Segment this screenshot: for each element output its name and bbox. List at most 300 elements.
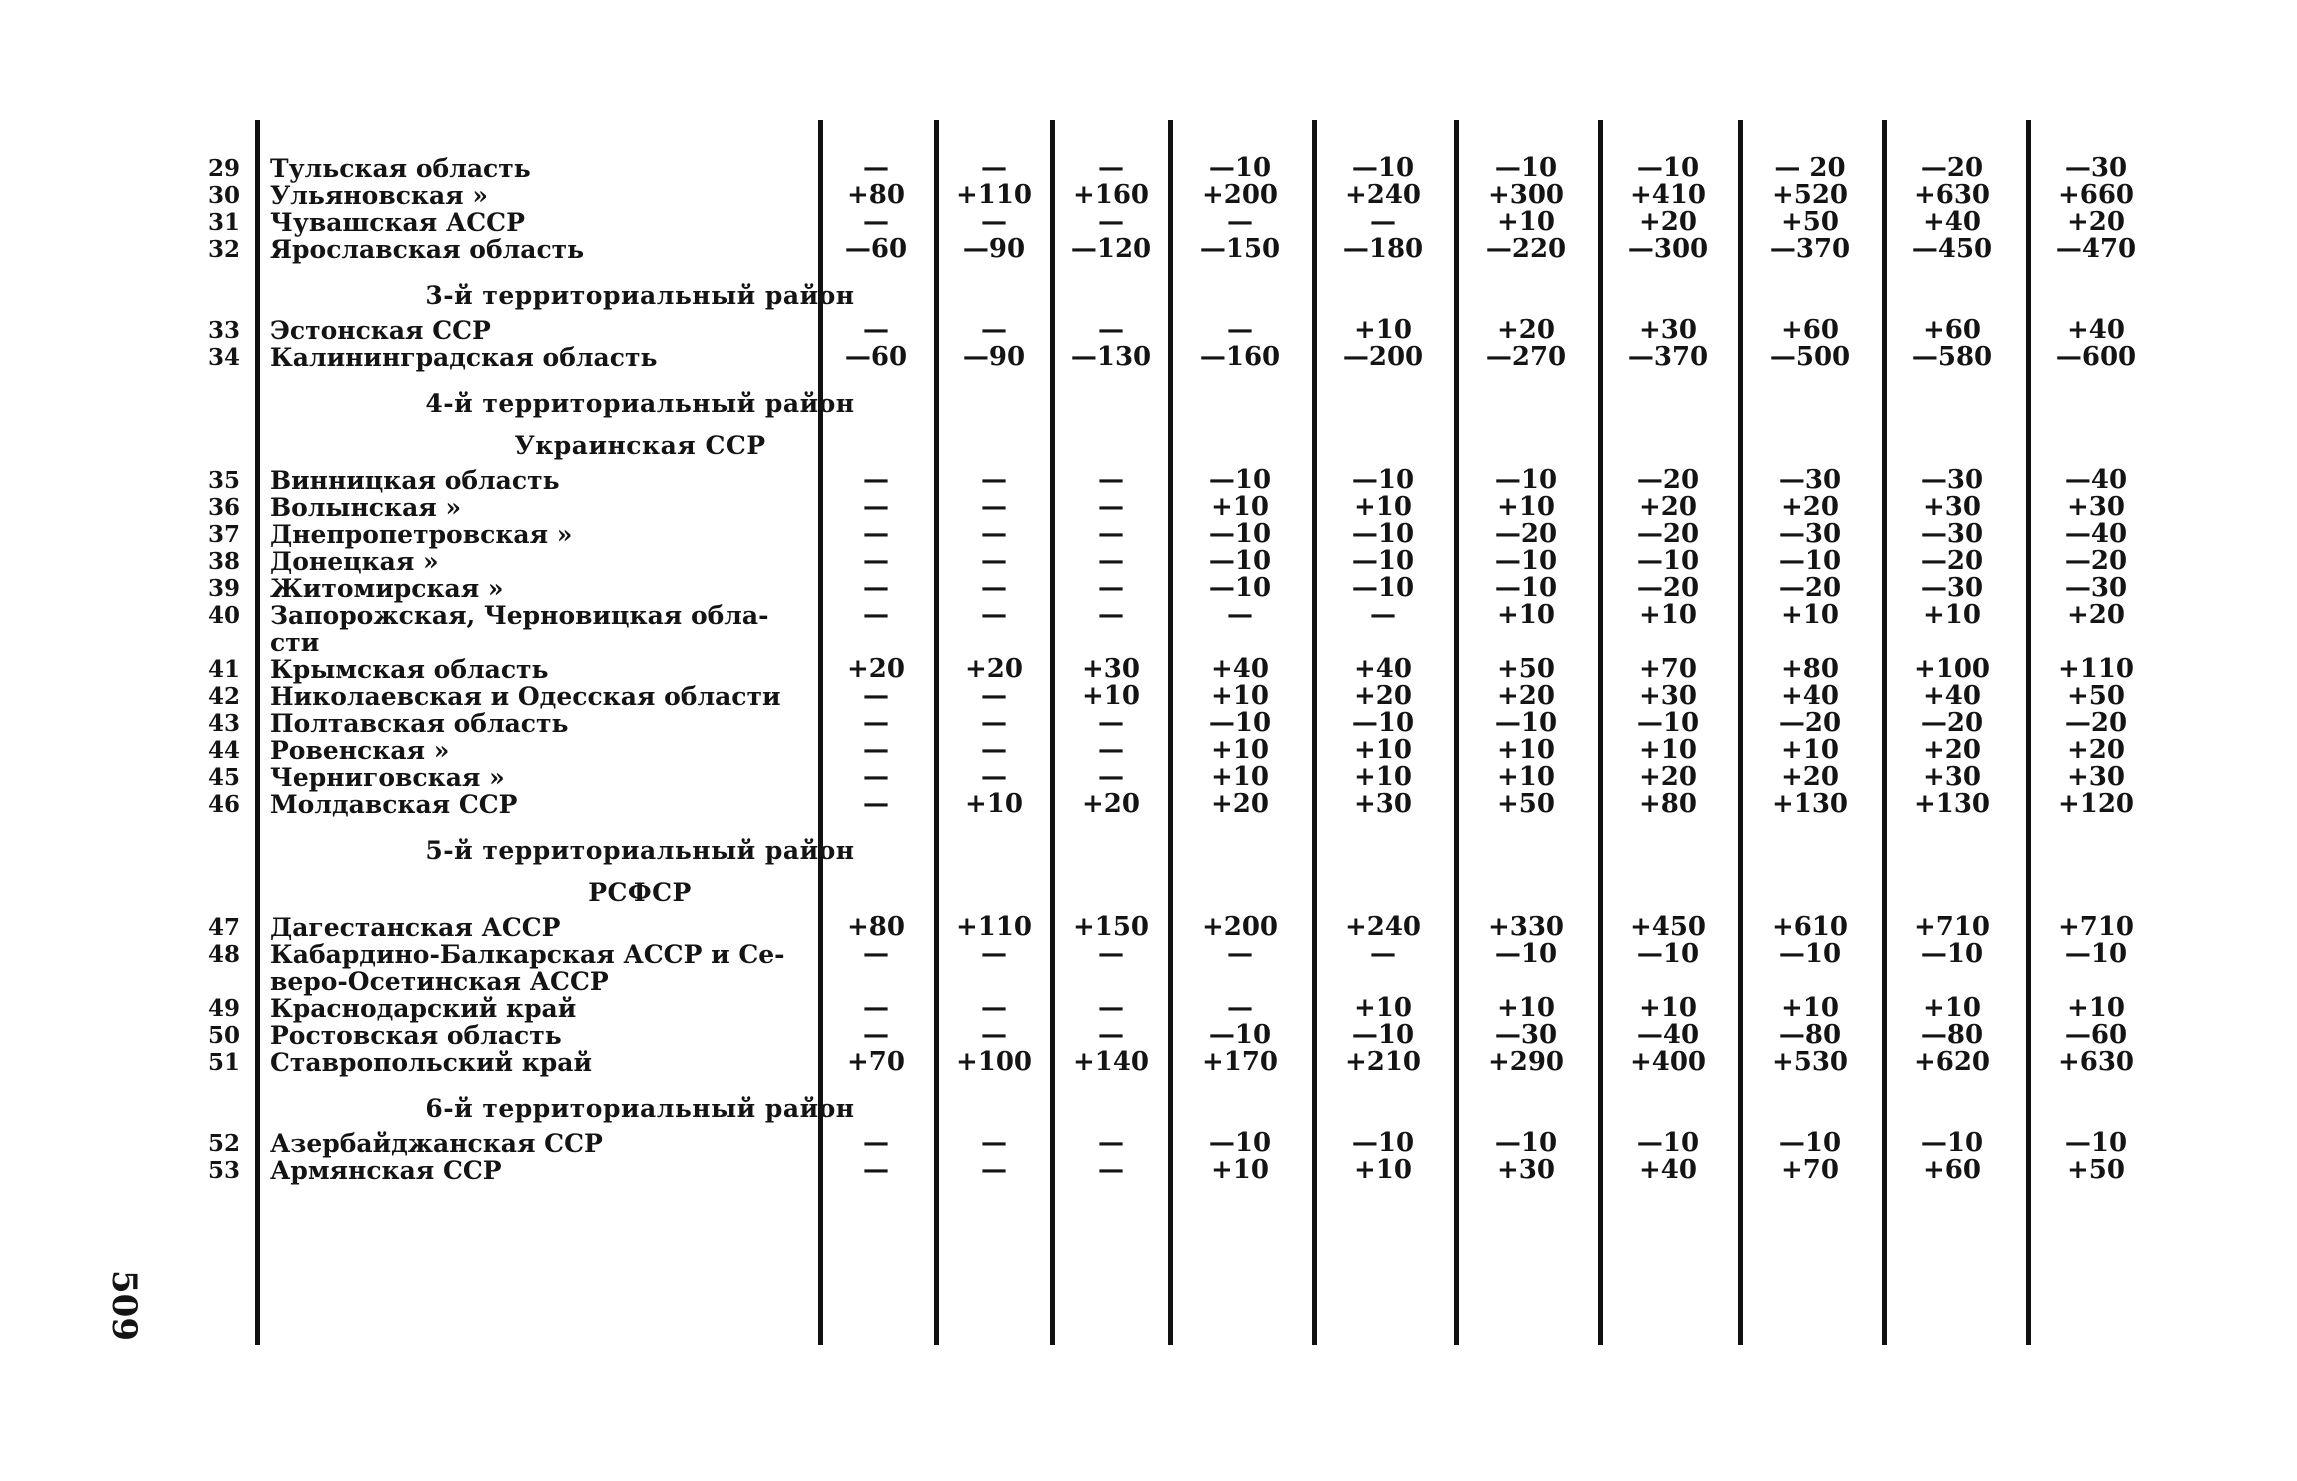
value-cell: +40 (1781, 681, 1839, 711)
value-cell: — (863, 789, 889, 819)
region-name: Армянская ССР (270, 1156, 502, 1185)
value-cell: — (1098, 1020, 1124, 1050)
value-cell: — (1227, 207, 1253, 237)
value-cell: +30 (1923, 762, 1981, 792)
value-cell: — (1227, 315, 1253, 345)
value-cell: — (1098, 600, 1124, 630)
value-cell: +60 (1923, 1155, 1981, 1185)
value-cell: +10 (1082, 681, 1140, 711)
region-name: Крымская область (270, 655, 549, 684)
value-cell: +20 (2067, 600, 2125, 630)
value-cell: +30 (1497, 1155, 1555, 1185)
region-name: Молдавская ССР (270, 790, 518, 819)
value-cell: —180 (1342, 234, 1424, 264)
value-cell: — (1098, 519, 1124, 549)
value-cell: — (1098, 735, 1124, 765)
value-cell: —300 (1627, 234, 1709, 264)
value-cell: +50 (2067, 1155, 2125, 1185)
table-row (200, 995, 2180, 1022)
section-gap (200, 1076, 2180, 1088)
value-cell: +610 (1771, 912, 1849, 942)
row-number: 48 (207, 941, 240, 968)
table-row (200, 941, 2180, 968)
value-cell: +70 (1639, 654, 1697, 684)
row-number: 49 (207, 995, 240, 1022)
value-cell: —370 (1627, 342, 1709, 372)
value-cell: +10 (1211, 492, 1269, 522)
value-cell: — (1227, 600, 1253, 630)
row-number: 40 (207, 602, 240, 629)
value-cell: +10 (1639, 993, 1697, 1023)
value-cell: —200 (1342, 342, 1424, 372)
region-name: Донецкая » (270, 547, 439, 576)
value-cell: — (1098, 492, 1124, 522)
value-cell: —10 (1351, 465, 1415, 495)
value-cell: +110 (955, 180, 1033, 210)
value-cell: — (863, 1020, 889, 1050)
row-number: 33 (207, 317, 240, 344)
region-name: Полтавская область (270, 709, 569, 738)
value-cell: +20 (2067, 207, 2125, 237)
value-cell: — (981, 153, 1007, 183)
region-name: Винницкая область (270, 466, 560, 495)
value-cell: +40 (1639, 1155, 1697, 1185)
section-gap (200, 371, 2180, 383)
value-cell: +30 (2067, 762, 2125, 792)
value-cell: —40 (2064, 519, 2128, 549)
region-name: Днепропетровская » (270, 520, 573, 549)
value-cell: —10 (1494, 939, 1558, 969)
value-cell: — (1098, 939, 1124, 969)
row-number: 37 (207, 521, 240, 548)
value-cell: +530 (1771, 1047, 1849, 1077)
value-cell: — (863, 1128, 889, 1158)
value-cell: — (1098, 207, 1124, 237)
value-cell: —20 (1636, 573, 1700, 603)
value-cell: — (981, 546, 1007, 576)
value-cell: +710 (2057, 912, 2135, 942)
value-cell: —370 (1769, 234, 1851, 264)
value-cell: — (863, 993, 889, 1023)
value-cell: +210 (1344, 1047, 1422, 1077)
value-cell: — (863, 939, 889, 969)
value-cell: —60 (2064, 1020, 2128, 1050)
value-cell: — (981, 207, 1007, 237)
value-cell: —120 (1070, 234, 1152, 264)
row-number: 52 (207, 1130, 240, 1157)
value-cell: — (863, 600, 889, 630)
value-cell: +30 (1354, 789, 1412, 819)
value-cell: +30 (1082, 654, 1140, 684)
value-cell: —20 (2064, 708, 2128, 738)
value-cell: +70 (847, 1047, 905, 1077)
section-heading (200, 383, 2180, 425)
region-name: Ульяновская » (270, 181, 488, 210)
value-cell: +10 (965, 789, 1023, 819)
value-cell: +10 (1354, 492, 1412, 522)
value-cell: +30 (1639, 681, 1697, 711)
value-cell: — (863, 153, 889, 183)
value-cell: — (1098, 315, 1124, 345)
value-cell: +30 (2067, 492, 2125, 522)
value-cell: +10 (1354, 762, 1412, 792)
value-cell: +80 (847, 180, 905, 210)
region-name: Азербайджанская ССР (270, 1129, 603, 1158)
value-cell: —160 (1199, 342, 1281, 372)
value-cell: +20 (1211, 789, 1269, 819)
region-name: сти (270, 628, 320, 657)
value-cell: +10 (1354, 1155, 1412, 1185)
table-row (200, 548, 2180, 575)
value-cell: —30 (1778, 465, 1842, 495)
value-cell: — (1098, 465, 1124, 495)
value-cell: —10 (1208, 153, 1272, 183)
value-cell: —500 (1769, 342, 1851, 372)
value-cell: +120 (2057, 789, 2135, 819)
value-cell: +10 (1497, 207, 1555, 237)
value-cell: +10 (1497, 762, 1555, 792)
value-cell: —130 (1070, 342, 1152, 372)
region-name: Запорожская, Черновицкая обла- (270, 601, 769, 630)
value-cell: —10 (1494, 153, 1558, 183)
value-cell: +20 (847, 654, 905, 684)
region-name: Тульская область (270, 154, 531, 183)
section-heading (200, 425, 2180, 467)
value-cell: —10 (1494, 546, 1558, 576)
value-cell: +60 (1923, 315, 1981, 345)
value-cell: — (863, 1155, 889, 1185)
value-cell: +20 (2067, 735, 2125, 765)
region-name: Кабардино-Балкарская АССР и Се- (270, 940, 785, 969)
value-cell: +10 (1497, 600, 1555, 630)
value-cell: —270 (1485, 342, 1567, 372)
value-cell: —10 (2064, 939, 2128, 969)
value-cell: +20 (1497, 315, 1555, 345)
value-cell: —20 (1636, 519, 1700, 549)
value-cell: —10 (2064, 1128, 2128, 1158)
value-cell: — (863, 315, 889, 345)
value-cell: —10 (1494, 708, 1558, 738)
value-cell: —10 (1208, 1128, 1272, 1158)
value-cell: +40 (1923, 681, 1981, 711)
value-cell: —20 (1920, 708, 1984, 738)
table-row (200, 182, 2180, 209)
table-row (200, 209, 2180, 236)
value-cell: —90 (962, 234, 1026, 264)
value-cell: —80 (1778, 1020, 1842, 1050)
table-row (200, 764, 2180, 791)
value-cell: +10 (1497, 492, 1555, 522)
value-cell: — (1098, 1128, 1124, 1158)
table-row (200, 494, 2180, 521)
value-cell: +10 (1923, 993, 1981, 1023)
value-cell: +330 (1487, 912, 1565, 942)
value-cell: +660 (2057, 180, 2135, 210)
value-cell: —10 (1351, 573, 1415, 603)
value-cell: — (981, 519, 1007, 549)
table-row (200, 344, 2180, 371)
value-cell: +10 (1211, 762, 1269, 792)
value-cell: +20 (1354, 681, 1412, 711)
value-cell: —20 (1494, 519, 1558, 549)
region-name: Дагестанская АССР (270, 913, 561, 942)
value-cell: +10 (1211, 681, 1269, 711)
region-name: Чувашская АССР (270, 208, 525, 237)
region-name: Волынская » (270, 493, 462, 522)
value-cell: +240 (1344, 180, 1422, 210)
table-row (200, 737, 2180, 764)
value-cell: —10 (1208, 1020, 1272, 1050)
value-cell: +160 (1072, 180, 1150, 210)
page-number: 509 (104, 1270, 144, 1341)
table-row (200, 1130, 2180, 1157)
region-name: Калининградская область (270, 343, 658, 372)
section-heading-text: РСФСР (588, 878, 692, 907)
value-cell: —10 (1208, 546, 1272, 576)
value-cell: — (863, 519, 889, 549)
section-heading-text: 5-й территориальный район (425, 836, 855, 865)
value-cell: — (863, 465, 889, 495)
table-row (200, 791, 2180, 818)
row-number: 29 (207, 155, 240, 182)
value-cell: +100 (955, 1047, 1033, 1077)
value-cell: +20 (1923, 735, 1981, 765)
value-cell: +150 (1072, 912, 1150, 942)
value-cell: —10 (1636, 1128, 1700, 1158)
value-cell: — (1370, 939, 1396, 969)
value-cell: +620 (1913, 1047, 1991, 1077)
row-number: 31 (207, 209, 240, 236)
row-number: 53 (207, 1157, 240, 1184)
value-cell: — (1370, 207, 1396, 237)
table-row (200, 521, 2180, 548)
value-cell: — (981, 735, 1007, 765)
value-cell: +60 (1781, 315, 1839, 345)
value-cell: +50 (1497, 789, 1555, 819)
value-cell: +200 (1201, 912, 1279, 942)
value-cell: +20 (1082, 789, 1140, 819)
value-cell: +630 (2057, 1047, 2135, 1077)
value-cell: +10 (1354, 735, 1412, 765)
value-cell: —10 (1778, 546, 1842, 576)
value-cell: —10 (1208, 708, 1272, 738)
value-cell: +50 (1497, 654, 1555, 684)
table-row (200, 1157, 2180, 1184)
value-cell: —10 (1636, 546, 1700, 576)
value-cell: —30 (1920, 573, 1984, 603)
value-cell: —10 (1351, 708, 1415, 738)
value-cell: +300 (1487, 180, 1565, 210)
value-cell: +10 (1639, 600, 1697, 630)
value-cell: +50 (1781, 207, 1839, 237)
table-row (200, 467, 2180, 494)
value-cell: —10 (1636, 939, 1700, 969)
value-cell: +80 (847, 912, 905, 942)
value-cell: +30 (1639, 315, 1697, 345)
table-row (200, 602, 2180, 629)
value-cell: — (1227, 993, 1253, 1023)
value-cell: — (981, 1128, 1007, 1158)
value-cell: +140 (1072, 1047, 1150, 1077)
table-row (200, 575, 2180, 602)
row-number: 35 (207, 467, 240, 494)
value-cell: —150 (1199, 234, 1281, 264)
row-number: 34 (207, 344, 240, 371)
value-cell: — (1098, 546, 1124, 576)
value-cell: —40 (1636, 1020, 1700, 1050)
value-cell: —30 (1920, 519, 1984, 549)
value-cell: +130 (1913, 789, 1991, 819)
value-cell: —30 (1920, 465, 1984, 495)
table-row (200, 317, 2180, 344)
value-cell: —30 (2064, 573, 2128, 603)
value-cell: — (863, 573, 889, 603)
value-cell: +20 (1639, 207, 1697, 237)
region-name: Черниговская » (270, 763, 505, 792)
row-number: 47 (207, 914, 240, 941)
row-number: 38 (207, 548, 240, 575)
value-cell: +10 (1497, 993, 1555, 1023)
value-cell: —60 (844, 342, 908, 372)
value-cell: +10 (1497, 735, 1555, 765)
value-cell: +10 (1354, 315, 1412, 345)
section-heading-text: 4-й территориальный район (425, 389, 855, 418)
value-cell: +20 (1639, 762, 1697, 792)
value-cell: — (981, 1020, 1007, 1050)
value-cell: —30 (1494, 1020, 1558, 1050)
value-cell: +410 (1629, 180, 1707, 210)
value-cell: +80 (1639, 789, 1697, 819)
value-cell: —90 (962, 342, 1026, 372)
value-cell: +10 (1354, 993, 1412, 1023)
value-cell: +40 (1923, 207, 1981, 237)
table-row (200, 155, 2180, 182)
region-name: Ярославская область (270, 235, 585, 264)
value-cell: — (863, 492, 889, 522)
value-cell: —30 (2064, 153, 2128, 183)
value-cell: +20 (1639, 492, 1697, 522)
value-cell: +20 (965, 654, 1023, 684)
table-row (200, 656, 2180, 683)
value-cell: —40 (2064, 465, 2128, 495)
value-cell: —10 (1494, 1128, 1558, 1158)
value-cell: —10 (1494, 465, 1558, 495)
value-cell: —10 (1351, 546, 1415, 576)
value-cell: +10 (1639, 735, 1697, 765)
row-number: 44 (207, 737, 240, 764)
region-name: Ростовская область (270, 1021, 562, 1050)
region-name: Краснодарский край (270, 994, 577, 1023)
value-cell: — (981, 465, 1007, 495)
value-cell: —20 (1778, 708, 1842, 738)
value-cell: —20 (1636, 465, 1700, 495)
value-cell: +10 (2067, 993, 2125, 1023)
region-name: Эстонская ССР (270, 316, 491, 345)
section-heading-text: 6-й территориальный район (425, 1094, 855, 1123)
value-cell: —20 (2064, 546, 2128, 576)
value-cell: — (981, 762, 1007, 792)
row-number: 45 (207, 764, 240, 791)
value-cell: — (981, 681, 1007, 711)
value-cell: — (863, 735, 889, 765)
value-cell: +10 (1211, 735, 1269, 765)
value-cell: +10 (1781, 735, 1839, 765)
value-cell: +40 (1211, 654, 1269, 684)
row-number: 51 (207, 1049, 240, 1076)
value-cell: —80 (1920, 1020, 1984, 1050)
value-cell: +110 (955, 912, 1033, 942)
value-cell: —20 (1920, 153, 1984, 183)
value-cell: — (863, 681, 889, 711)
value-cell: —10 (1208, 465, 1272, 495)
value-cell: +10 (1211, 1155, 1269, 1185)
row-number: 41 (207, 656, 240, 683)
value-cell: +100 (1913, 654, 1991, 684)
value-cell: —450 (1911, 234, 1993, 264)
value-cell: — (981, 600, 1007, 630)
value-cell: —10 (1208, 573, 1272, 603)
value-cell: +30 (1923, 492, 1981, 522)
value-cell: +10 (1923, 600, 1981, 630)
value-cell: —10 (1351, 1020, 1415, 1050)
value-cell: — (1098, 762, 1124, 792)
value-cell: —20 (1778, 573, 1842, 603)
value-cell: +40 (1354, 654, 1412, 684)
region-name: Николаевская и Одесская области (270, 682, 781, 711)
table-row (200, 629, 2180, 656)
value-cell: —10 (1208, 519, 1272, 549)
value-cell: +710 (1913, 912, 1991, 942)
row-number: 32 (207, 236, 240, 263)
value-cell: — (863, 762, 889, 792)
value-cell: +10 (1781, 600, 1839, 630)
region-name: Житомирская » (270, 574, 504, 603)
table-row (200, 710, 2180, 737)
section-heading-text: 3-й территориальный район (425, 281, 855, 310)
value-cell: +70 (1781, 1155, 1839, 1185)
value-cell: +20 (1781, 762, 1839, 792)
value-cell: — (863, 708, 889, 738)
value-cell: —220 (1485, 234, 1567, 264)
value-cell: +20 (1497, 681, 1555, 711)
value-cell: +50 (2067, 681, 2125, 711)
value-cell: —10 (1778, 1128, 1842, 1158)
section-heading (200, 275, 2180, 317)
row-number: 39 (207, 575, 240, 602)
value-cell: — (981, 315, 1007, 345)
value-cell: —30 (1778, 519, 1842, 549)
value-cell: +240 (1344, 912, 1422, 942)
value-cell: +450 (1629, 912, 1707, 942)
value-cell: — (863, 546, 889, 576)
table-row (200, 914, 2180, 941)
region-name: Ставропольский край (270, 1048, 593, 1077)
value-cell: — 20 (1774, 153, 1846, 183)
value-cell: — (981, 573, 1007, 603)
section-gap (200, 263, 2180, 275)
value-cell: —10 (1920, 1128, 1984, 1158)
value-cell: +400 (1629, 1047, 1707, 1077)
value-cell: +20 (1781, 492, 1839, 522)
value-cell: +130 (1771, 789, 1849, 819)
value-cell: —10 (1636, 153, 1700, 183)
value-cell: —580 (1911, 342, 1993, 372)
row-number: 43 (207, 710, 240, 737)
table-row (200, 236, 2180, 263)
value-cell: —10 (1494, 573, 1558, 603)
table-row (200, 683, 2180, 710)
value-cell: —10 (1920, 939, 1984, 969)
